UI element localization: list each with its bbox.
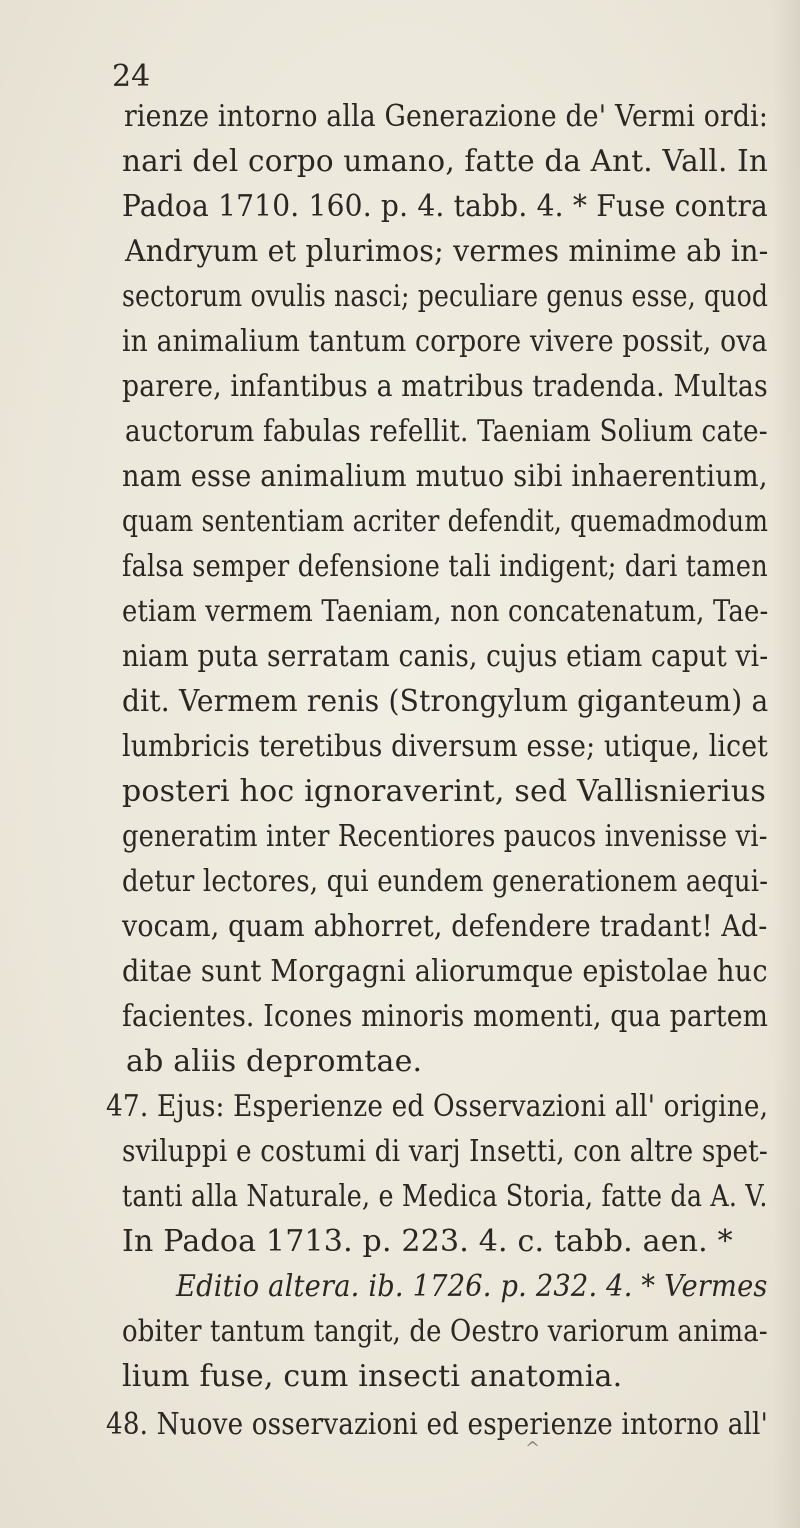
entry-47-heading: 47. Ejus: Esperienze ed Osservazioni all' origine, [106, 1089, 769, 1124]
text-line-17: generatim inter Recentiores paucos invenisse vi- [122, 819, 768, 854]
text-line-29: lium fuse, cum insecti anatomia. [122, 1359, 623, 1394]
text-line-15: lumbricis teretibus diversum esse; utique, licet [122, 729, 769, 764]
text-line-8: auctorum fabulas refellit. Taeniam Solium cate- [125, 414, 768, 449]
text-line-24: sviluppi e costumi di varj Insetti, con altre spet- [122, 1134, 768, 1169]
text-line-9: nam esse animalium mutuo sibi inhaerentium, [122, 459, 768, 494]
text-line-20: ditae sunt Morgagni aliorumque epistolae huc [122, 954, 768, 989]
text-line-27: Editio altera. ib. 1726. p. 232. 4. * Vermes [176, 1269, 768, 1304]
text-line-28: obiter tantum tangit, de Oestro variorum anima- [122, 1314, 768, 1349]
text-line-5: sectorum ovulis nasci; peculiare genus esse, quod [122, 279, 769, 314]
text-line-18: detur lectores, qui eundem generationem aequi- [122, 864, 769, 899]
text-line-4: Andryum et plurimos; vermes minime ab in- [125, 234, 769, 269]
text-line-3: Padoa 1710. 160. p. 4. tabb. 4. * Fuse contra [122, 189, 768, 224]
text-line-11: falsa semper defensione tali indigent; dari tamen [122, 549, 768, 584]
text-line-14: dit. Vermem renis (Strongylum giganteum) a [122, 684, 769, 719]
text-line-13: niam puta serratam canis, cujus etiam caput vi- [122, 639, 769, 674]
text-line-6: in animalium tantum corpore vivere possit, ova [122, 324, 768, 359]
page-edge-shadow [772, 0, 800, 1528]
entry-48-heading: 48. Nuove osservazioni ed esperienze intorno all' [106, 1407, 768, 1442]
text-line-7: parere, infantibus a matribus tradenda. Multas [122, 369, 768, 404]
text-line-22: ab aliis depromtae. [126, 1044, 423, 1079]
text-line-26: In Padoa 1713. p. 223. 4. c. tabb. aen. * [122, 1224, 733, 1259]
text-line-16: posteri hoc ignoraverint, sed Vallisnierius [122, 774, 766, 809]
text-line-10: quam sententiam acriter defendit, quemadmodum [122, 504, 769, 539]
text-line-2: nari del corpo umano, fatte da Ant. Vall. In [122, 144, 769, 179]
text-line-1: rienze intorno alla Generazione de' Vermi ordi: [124, 99, 769, 134]
page-number: 24 [112, 59, 151, 94]
ink-mark: ^ [525, 1438, 541, 1459]
text-line-21: facientes. Icones minoris momenti, qua partem [122, 999, 769, 1034]
text-line-19: vocam, quam abhorret, defendere tradant! Ad- [122, 909, 768, 944]
text-line-25: tanti alla Naturale, e Medica Storia, fatte da A. V. [122, 1179, 768, 1214]
text-line-12: etiam vermem Taeniam, non concatenatum, Tae- [122, 594, 769, 629]
